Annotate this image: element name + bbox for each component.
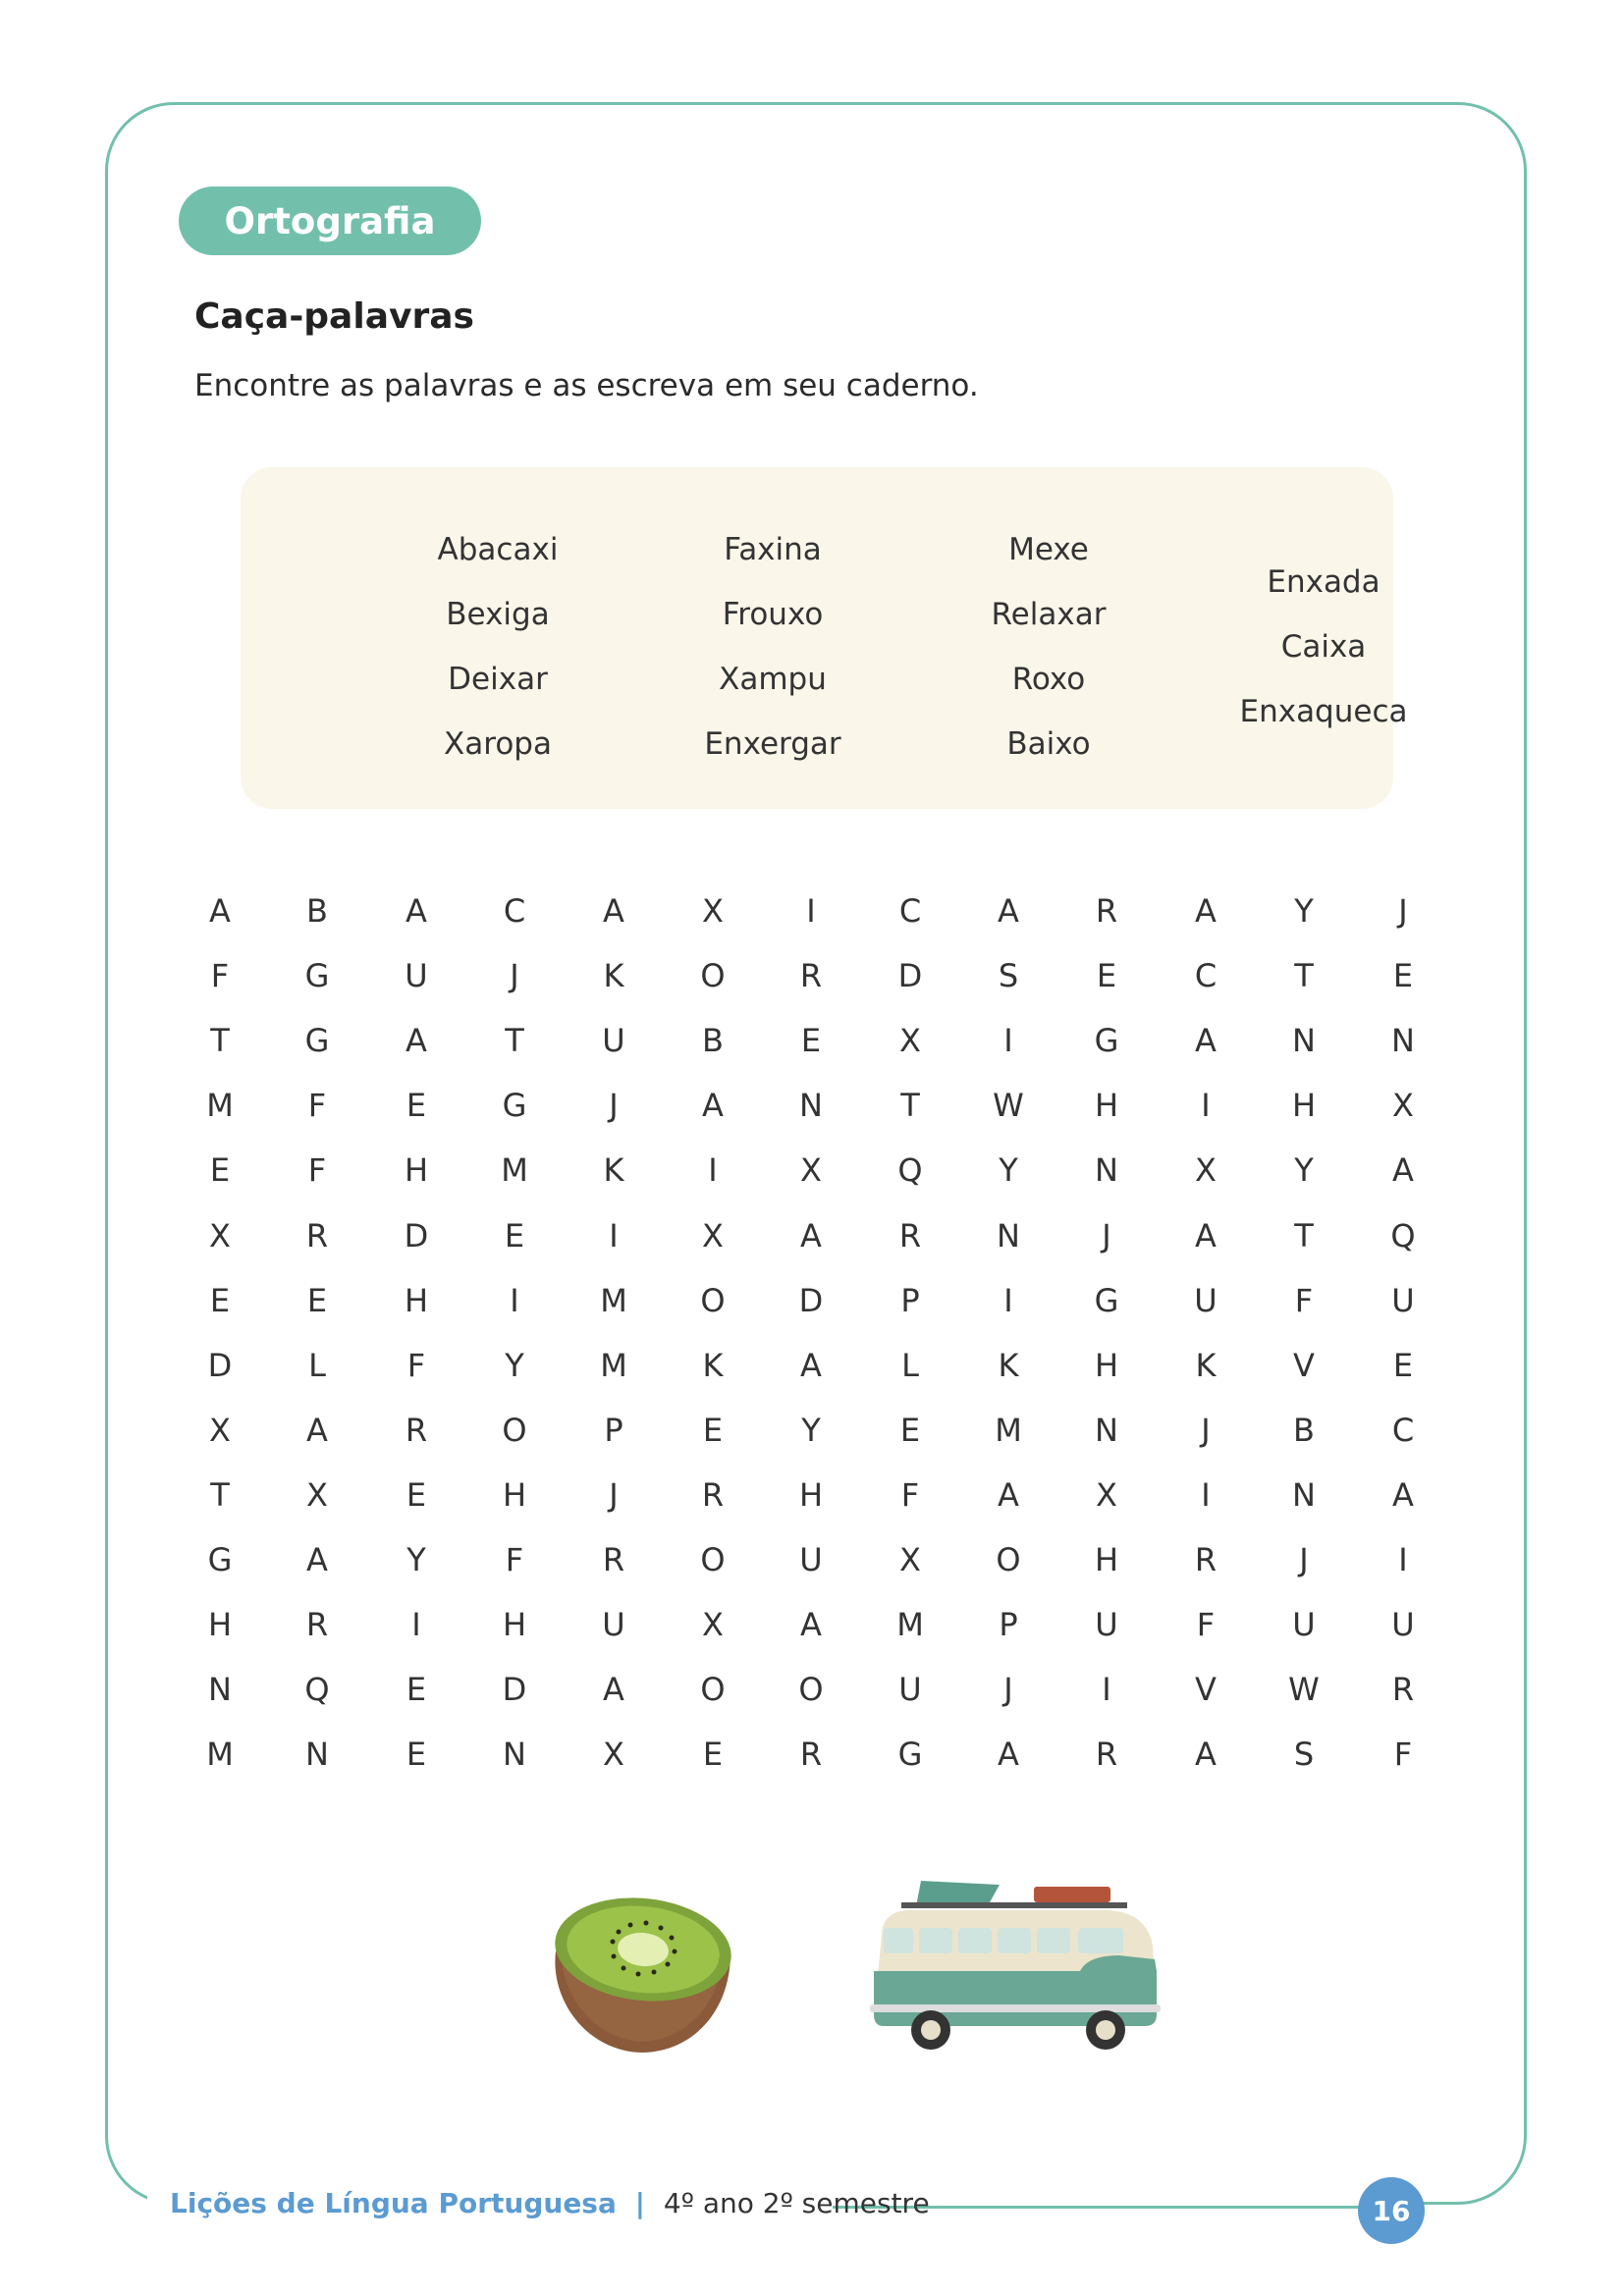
grid-letter: N [1095,1151,1118,1190]
grid-letter: R [799,957,823,995]
grid-row [0,879,1624,943]
grid-letter: J [1201,1411,1211,1449]
grid-letter: F [406,1346,426,1384]
grid-letter: N [1292,1022,1316,1060]
grid-letter: E [406,1735,427,1774]
grid-letter: U [799,1541,823,1578]
grid-letter: D [404,1216,429,1255]
word-bank-column [911,517,1186,776]
grid-letter: I [708,1151,718,1190]
grid-letter: A [998,1475,1019,1514]
activity-title: Caça-palavras [194,296,474,337]
grid-letter: A [800,1346,822,1384]
grid-letter: H [502,1475,527,1514]
grid-letter: V [1195,1671,1217,1709]
grid-letter: R [305,1216,329,1255]
grid-letter: R [898,1216,922,1255]
grid-letter: R [405,1411,428,1449]
word-item: Enxada [1267,564,1380,600]
grid-row [0,1657,1624,1722]
grid-letter: A [406,892,427,930]
grid-row [0,1722,1624,1787]
grid-letter: W [993,1087,1024,1125]
grid-letter: F [210,957,230,995]
grid-letter: F [1294,1281,1314,1319]
grid-letter: C [1194,957,1218,995]
word-bank [241,467,1408,809]
grid-letter: H [1094,1541,1119,1578]
grid-letter: U [1095,1606,1118,1644]
grid-letter: T [1294,1216,1314,1255]
grid-letter: I [609,1216,619,1255]
grid-letter: A [1392,1475,1414,1514]
grid-letter: J [1102,1216,1111,1255]
grid-letter: A [800,1606,822,1644]
grid-letter: X [1392,1087,1414,1125]
grid-letter: H [404,1151,429,1190]
grid-letter: X [702,1216,724,1255]
word-item: Roxo [1011,662,1086,697]
grid-letter: C [1391,1411,1415,1449]
grid-letter: E [899,1411,921,1449]
grid-letter: X [209,1411,231,1449]
activity-instruction: Encontre as palavras e as escreva em seu caderno. [194,368,979,403]
grid-letter: F [1393,1735,1413,1774]
grid-letter: T [505,1022,524,1060]
grid-letter: K [998,1346,1019,1384]
grid-letter: A [1392,1151,1414,1190]
grid-letter: O [700,1541,726,1578]
grid-letter: D [798,1281,824,1319]
grid-letter: Y [1294,1151,1314,1190]
grid-letter: I [1003,1281,1013,1319]
grid-letter: G [304,1022,330,1060]
grid-letter: Y [1294,892,1314,930]
grid-letter: A [998,1735,1019,1774]
grid-letter: O [996,1541,1021,1578]
grid-letter: X [1096,1475,1117,1514]
grid-letter: H [1291,1087,1317,1125]
word-item: Deixar [448,662,548,697]
grid-letter: U [1391,1281,1415,1319]
grid-letter: V [1293,1346,1315,1384]
vintage-van-icon [862,1877,1166,2054]
grid-letter: Y [505,1346,524,1384]
grid-letter: E [209,1281,231,1319]
grid-letter: N [208,1671,232,1709]
word-item: Baixo [1006,726,1091,762]
grid-letter: R [1095,892,1118,930]
grid-letter: P [604,1411,623,1449]
grid-letter: K [1195,1346,1217,1384]
grid-letter: E [306,1281,328,1319]
grid-letter: B [1293,1411,1315,1449]
grid-letter: U [1194,1281,1218,1319]
word-item: Enxaqueca [1239,694,1408,729]
word-item: Xampu [719,662,827,697]
grid-letter: N [1391,1022,1415,1060]
grid-letter: X [603,1735,624,1774]
grid-row [0,1592,1624,1657]
grid-letter: M [501,1151,528,1190]
grid-letter: J [609,1475,619,1514]
grid-letter: I [411,1606,421,1644]
grid-letter: N [1292,1475,1316,1514]
word-item: Enxergar [704,726,841,762]
grid-letter: F [307,1087,327,1125]
grid-letter: E [800,1022,822,1060]
grid-letter: F [505,1541,524,1578]
grid-letter: X [1195,1151,1217,1190]
grid-letter: H [404,1281,429,1319]
grid-letter: S [1293,1735,1315,1774]
grid-letter: R [799,1735,823,1774]
grid-letter: F [1196,1606,1216,1644]
grid-letter: J [1299,1541,1309,1578]
grid-letter: B [306,892,328,930]
grid-letter: P [900,1281,920,1319]
grid-letter: I [806,892,816,930]
grid-letter: E [209,1151,231,1190]
grid-letter: U [602,1022,625,1060]
grid-letter: G [1094,1281,1119,1319]
word-item: Xaropa [444,726,552,762]
footer-separator: | [634,2187,646,2219]
grid-letter: A [1195,1735,1217,1774]
grid-letter: Q [897,1151,923,1190]
grid-letter: A [702,1087,724,1125]
section-tag: Ortografia [179,187,481,255]
grid-letter: R [602,1541,625,1578]
grid-letter: P [999,1606,1018,1644]
grid-letter: K [603,957,624,995]
grid-letter: F [900,1475,920,1514]
grid-letter: H [1094,1346,1119,1384]
grid-letter: X [209,1216,231,1255]
grid-row [0,1527,1624,1592]
grid-letter: A [998,892,1019,930]
grid-letter: Q [304,1671,330,1709]
grid-letter: E [702,1735,724,1774]
grid-letter: X [702,1606,724,1644]
grid-letter: G [304,957,330,995]
grid-row [0,1398,1624,1463]
grid-letter: U [1292,1606,1316,1644]
word-item: Frouxo [722,597,824,632]
grid-letter: M [600,1346,627,1384]
footer [170,2187,930,2219]
grid-letter: C [898,892,922,930]
grid-letter: Q [1390,1216,1416,1255]
grid-letter: M [206,1735,234,1774]
grid-letter: T [1294,957,1314,995]
grid-row [0,1463,1624,1527]
grid-letter: H [1094,1087,1119,1125]
grid-letter: T [210,1475,230,1514]
grid-letter: X [306,1475,328,1514]
grid-row [0,1008,1624,1073]
grid-letter: H [502,1606,527,1644]
grid-letter: E [504,1216,525,1255]
word-item: Mexe [1008,532,1089,567]
grid-letter: I [1102,1671,1111,1709]
grid-letter: A [306,1411,328,1449]
word-item: Relaxar [991,597,1107,632]
grid-letter: J [1398,892,1408,930]
grid-letter: E [702,1411,724,1449]
grade-label: 4º ano 2º semestre [663,2187,930,2219]
grid-row [0,1333,1624,1398]
grid-letter: E [406,1671,427,1709]
grid-letter: E [1096,957,1117,995]
grid-letter: M [600,1281,627,1319]
grid-letter: X [702,892,724,930]
word-item: Bexiga [446,597,550,632]
grid-letter: U [1391,1606,1415,1644]
grid-letter: D [207,1346,233,1384]
grid-letter: R [701,1475,725,1514]
book-title: Lições de Língua Portuguesa [170,2187,617,2219]
grid-letter: A [209,892,231,930]
grid-row [0,1268,1624,1333]
grid-letter: B [702,1022,724,1060]
grid-letter: R [1095,1735,1118,1774]
grid-letter: K [603,1151,624,1190]
grid-letter: Y [999,1151,1018,1190]
grid-letter: I [1398,1541,1408,1578]
grid-letter: M [206,1087,234,1125]
grid-letter: I [1003,1022,1013,1060]
grid-letter: R [1391,1671,1415,1709]
grid-letter: E [406,1475,427,1514]
grid-letter: R [305,1606,329,1644]
grid-letter: H [207,1606,233,1644]
grid-row [0,1073,1624,1138]
grid-letter: U [405,957,428,995]
grid-letter: I [510,1281,519,1319]
grid-letter: L [901,1346,919,1384]
grid-letter: O [700,1281,726,1319]
grid-row [0,1138,1624,1202]
grid-letter: E [1392,957,1414,995]
grid-letter: O [700,957,726,995]
grid-letter: H [798,1475,824,1514]
grid-letter: G [207,1541,233,1578]
grid-letter: X [899,1541,921,1578]
grid-letter: E [406,1087,427,1125]
grid-letter: N [799,1087,823,1125]
grid-letter: G [1094,1022,1119,1060]
word-item: Caixa [1280,629,1367,665]
grid-letter: U [602,1606,625,1644]
grid-letter: U [898,1671,922,1709]
grid-letter: F [307,1151,327,1190]
grid-letter: N [305,1735,329,1774]
grid-letter: J [609,1087,619,1125]
grid-letter: M [995,1411,1022,1449]
grid-letter: J [510,957,519,995]
grid-letter: O [700,1671,726,1709]
grid-letter: G [897,1735,923,1774]
grid-letter: J [1003,1671,1013,1709]
grid-letter: A [603,892,624,930]
grid-letter: N [997,1216,1020,1255]
grid-letter: T [900,1087,920,1125]
grid-letter: I [1201,1475,1211,1514]
grid-row [0,943,1624,1008]
word-bank-column [635,517,910,776]
grid-letter: Y [406,1541,426,1578]
grid-letter: D [897,957,923,995]
grid-letter: M [896,1606,924,1644]
grid-letter: S [998,957,1019,995]
word-item: Faxina [724,532,822,567]
grid-letter: N [1095,1411,1118,1449]
grid-letter: K [702,1346,724,1384]
grid-letter: A [1195,1022,1217,1060]
grid-letter: I [1201,1087,1211,1125]
grid-letter: W [1288,1671,1320,1709]
grid-letter: G [502,1087,527,1125]
grid-letter: A [406,1022,427,1060]
grid-letter: A [603,1671,624,1709]
page-number: 16 [1358,2177,1425,2244]
word-item: Abacaxi [437,532,559,567]
grid-letter: X [899,1022,921,1060]
grid-letter: A [306,1541,328,1578]
grid-letter: A [1195,892,1217,930]
grid-letter: O [798,1671,824,1709]
grid-letter: T [210,1022,230,1060]
grid-letter: A [800,1216,822,1255]
grid-letter: O [502,1411,527,1449]
grid-letter: E [1392,1346,1414,1384]
grid-letter: Y [801,1411,821,1449]
grid-letter: A [1195,1216,1217,1255]
word-bank-column [360,517,635,776]
grid-letter: C [503,892,526,930]
kiwi-half-icon [548,1893,736,2055]
grid-letter: R [1194,1541,1218,1578]
grid-letter: X [800,1151,822,1190]
grid-letter: L [308,1346,326,1384]
grid-letter: N [503,1735,526,1774]
word-bank-column [1186,550,1461,744]
grid-row [0,1203,1624,1268]
grid-letter: D [502,1671,527,1709]
